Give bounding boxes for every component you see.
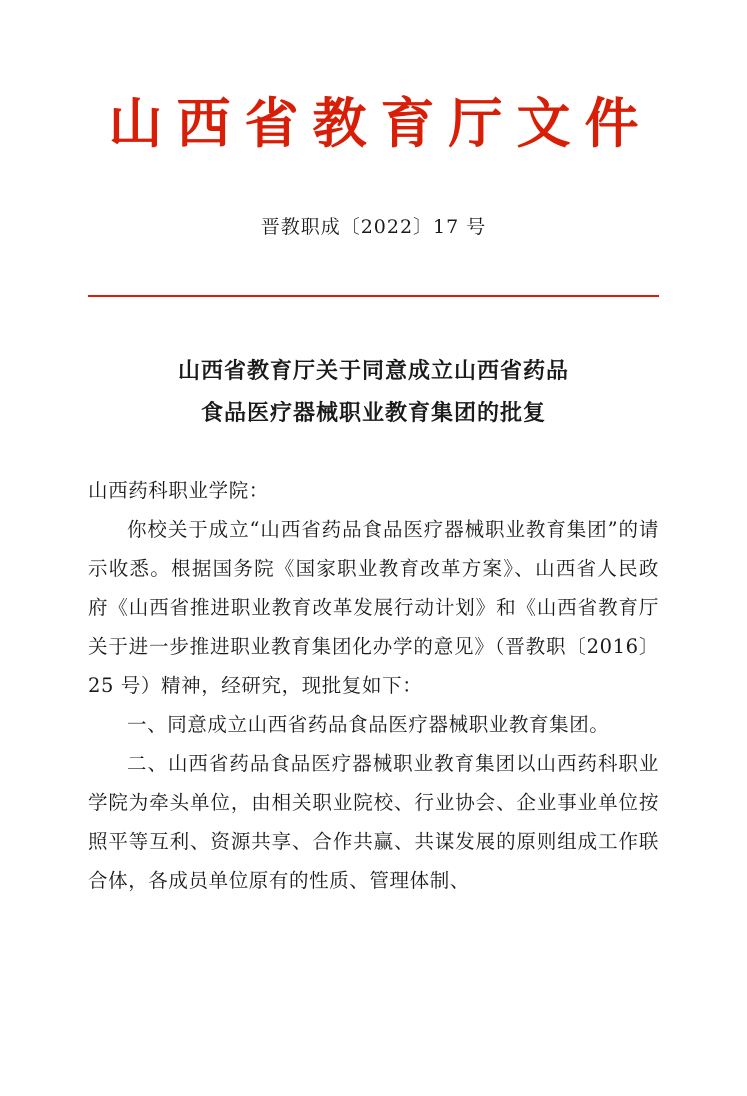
document-masthead: 山西省教育厅文件	[108, 91, 653, 155]
document-title	[88, 351, 659, 435]
body-paragraph: 你校关于成立“山西省药品食品医疗器械职业教育集团”的请示收悉。根据国务院《国家职业教育改革方案》、山西省人民政府《山西省推进职业教育改革发展行动计划》和《山西省教育厅关于进一步推进职业教育集团化办学的意见》（晋教职〔2016〕25 号）精神，经研究，现批复如下：	[88, 517, 659, 697]
document-title-line-2: 食品医疗器械职业教育集团的批复	[200, 399, 546, 426]
document-number: 晋教职成〔2022〕17 号	[260, 216, 487, 239]
body-paragraph: 一、同意成立山西省药品食品医疗器械职业教育集团。	[127, 712, 610, 736]
body-paragraph: 二、山西省药品食品医疗器械职业教育集团以山西药科职业学院为牵头单位，由相关职业院校、行业协会、企业事业单位按照平等互利、资源共享、合作共赢、共谋发展的原则组成工作联合体，各成员单位原有的性质、管理体制、	[88, 751, 659, 892]
document-body	[88, 471, 659, 900]
document-title-line-1: 山西省教育厅关于同意成立山西省药品	[177, 358, 569, 385]
document-page	[0, 92, 747, 1096]
recipient-line: 山西药科职业学院：	[88, 478, 269, 502]
red-divider-rule	[88, 295, 659, 297]
